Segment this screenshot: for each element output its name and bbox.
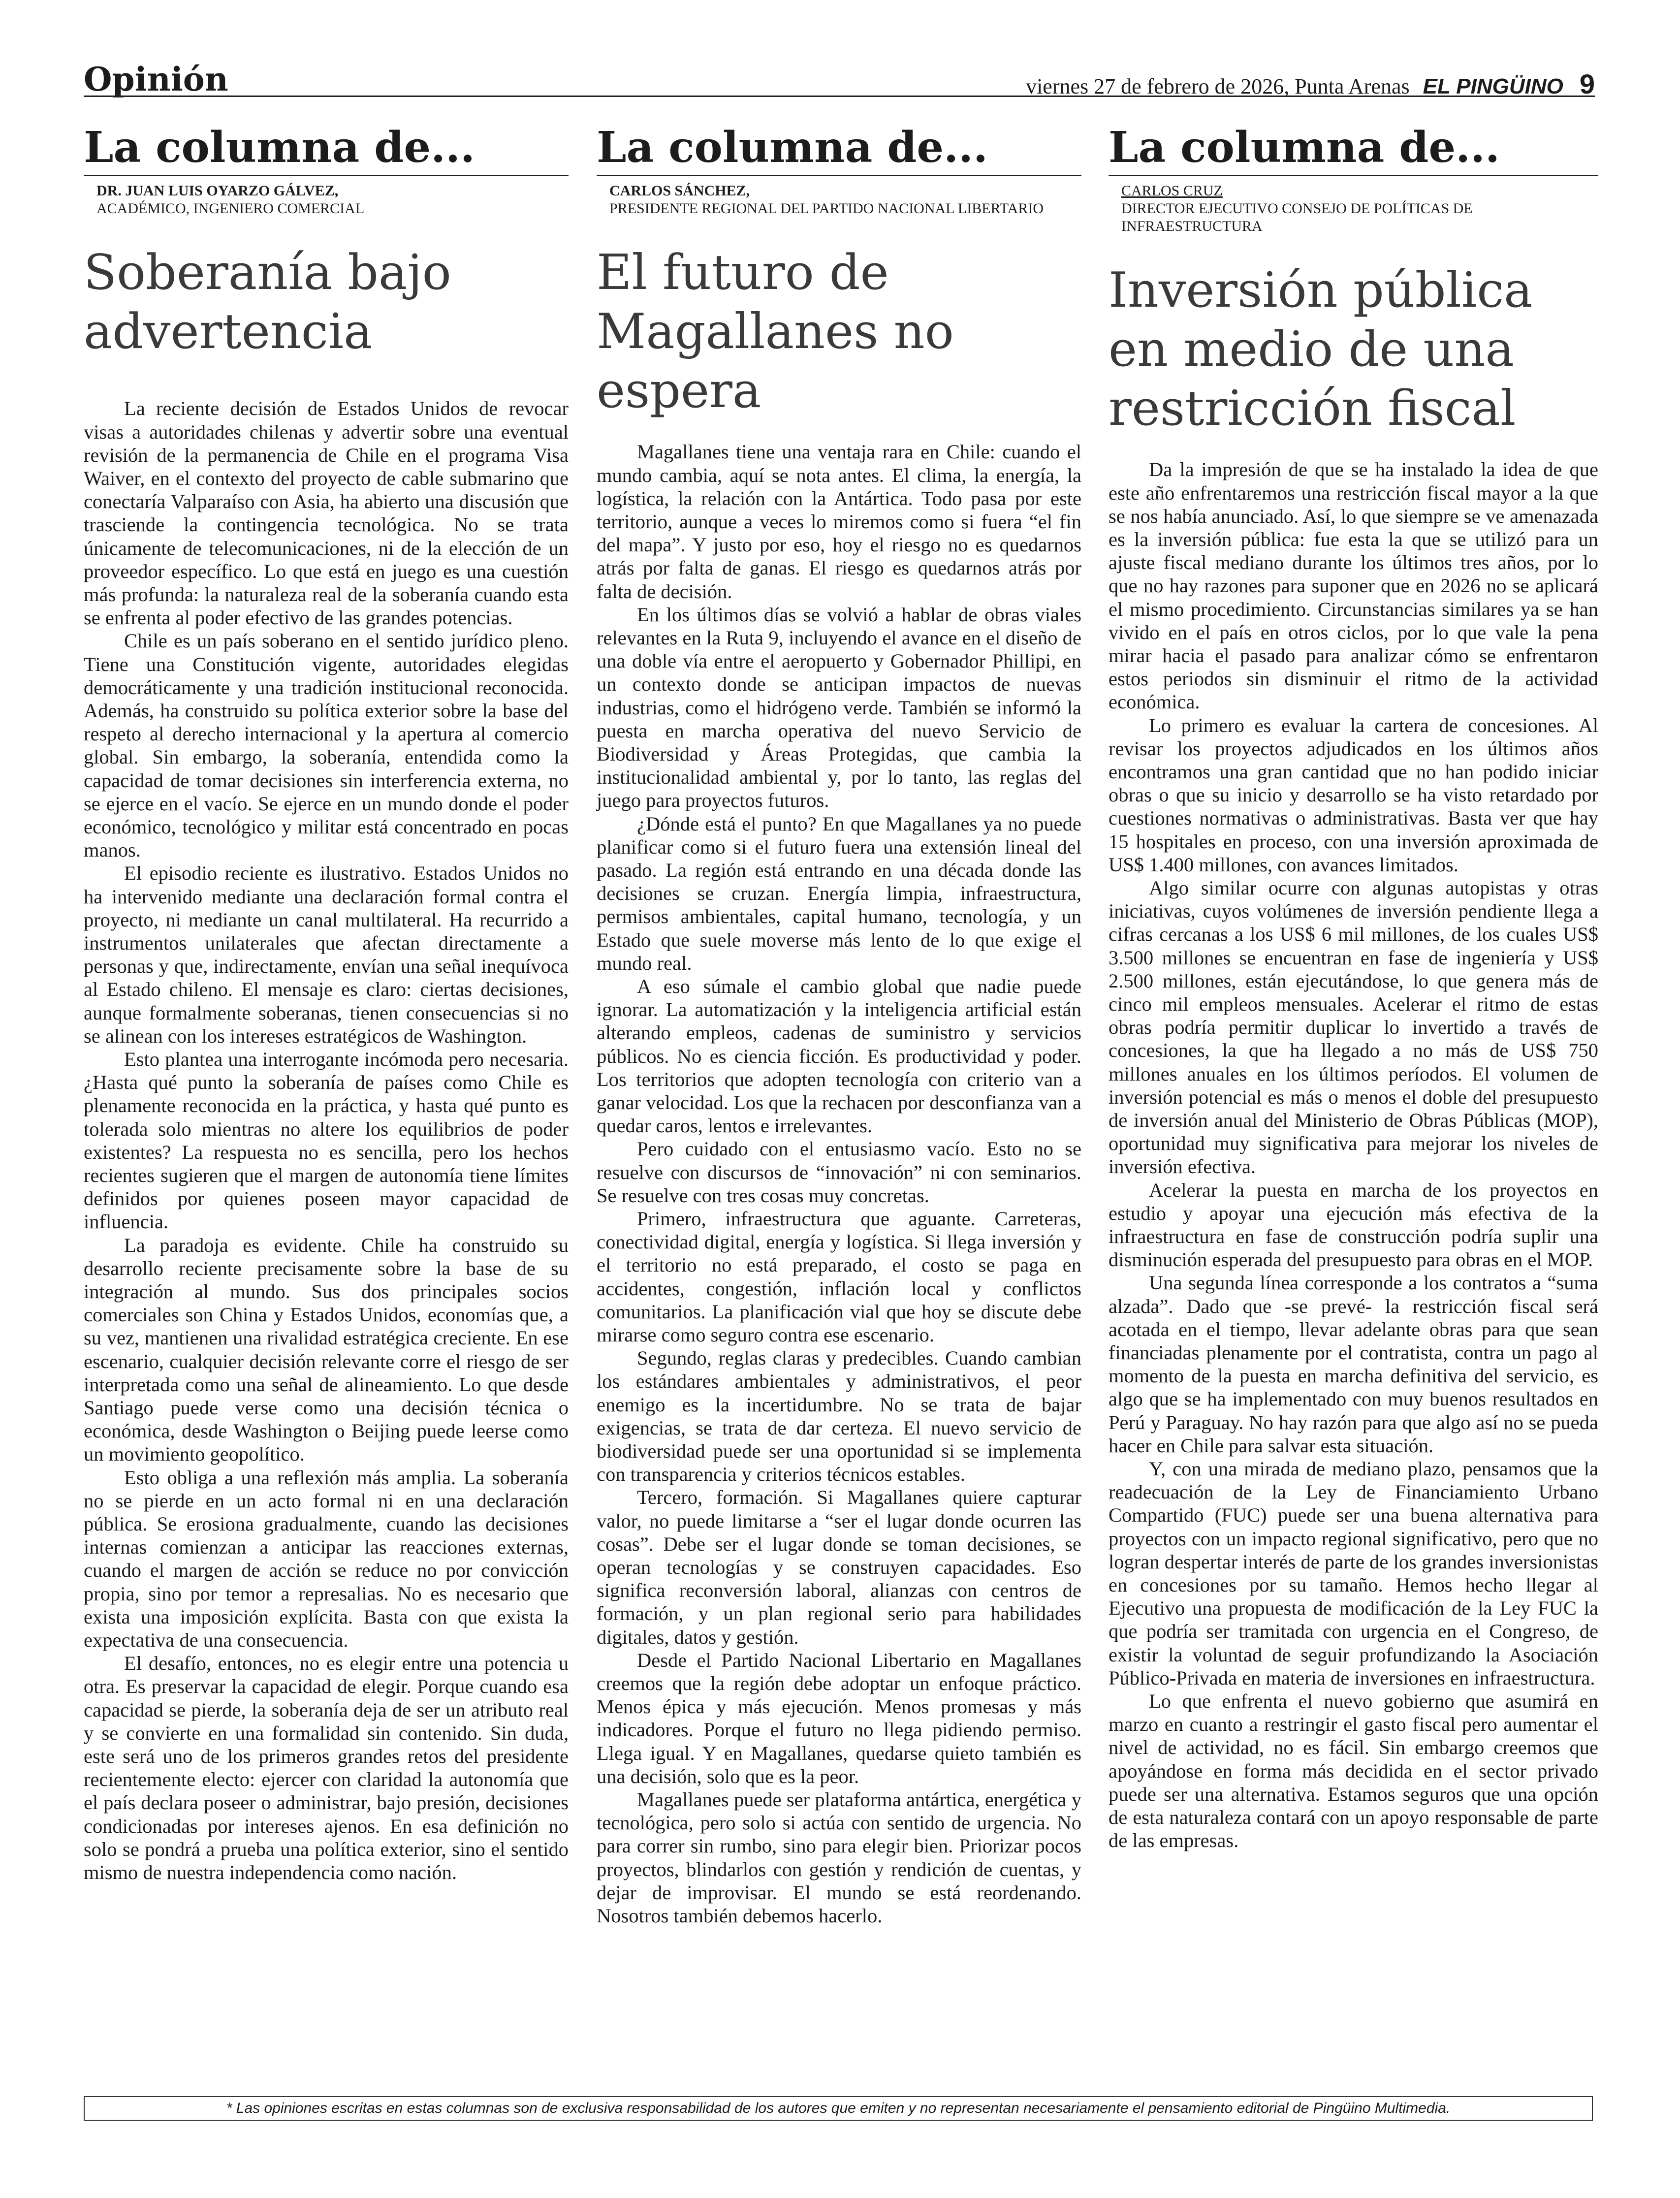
author-role: ACADÉMICO, INGENIERO COMERCIAL <box>96 200 365 217</box>
paragraph: En los últimos días se volvió a hablar de obras viales relevantes en la Ruta 9, incluyendo el avance en el diseño de una doble vía entre el aeropuerto y Gobernador Phillipi, en un contexto donde se anticipan impactos de nuevas industrias, como el hidrógeno verde. También se informó la puesta en marcha operativa del nuevo Servicio de Biodiversidad y Áreas Protegidas, que cambia la institucionalidad ambiental y, por lo tanto, las reglas del juego para proyectos futuros. <box>597 603 1081 812</box>
paragraph: La reciente decisión de Estados Unidos de revocar visas a autoridades chilenas y advertir sobre una eventual revisión de la permanencia de Chile en el programa Visa Waiver, en el contexto del proyecto de cable submarino que conectaría Valparaíso con Asia, ha abierto una discusión que trasciende la contingencia tecnológica. No se trata únicamente de telecomunicaciones, ni de la elección de un proveedor específico. Lo que está en juego es una cuestión más profunda: la naturaleza real de la soberanía cuando esta se enfrenta al poder efectivo de las grandes potencias. <box>84 397 569 629</box>
paragraph: Una segunda línea corresponde a los contratos a “suma alzada”. Dado que -se prevé- la restricción fiscal será acotada en el tiempo, llevar adelante obras para que sean financiadas plenamente por el contratista, contra un pago al momento de la puesta en marcha definitiva del servicio, es algo que se ha implementado con muy buenos resultados en Perú y Paraguay. No hay razón para que algo así no se pueda hacer en Chile para salvar esta situación. <box>1109 1272 1598 1457</box>
author-role: DIRECTOR EJECUTIVO CONSEJO DE POLÍTICAS DE INFRAESTRUCTURA <box>1121 200 1473 235</box>
paragraph: A eso súmale el cambio global que nadie puede ignorar. La automatización y la inteligencia artificial están alterando empleos, cadenas de suministro y servicios públicos. No es ciencia ficción. Es productividad y poder. Los territorios que adopten tecnología con criterio van a ganar velocidad. Los que la rechacen por desconfianza van a quedar caros, lentos e irrelevantes. <box>597 975 1081 1137</box>
author-name: CARLOS CRUZ <box>1121 183 1223 199</box>
author-name: DR. JUAN LUIS OYARZO GÁLVEZ, <box>96 183 339 199</box>
column-3 <box>1109 123 1598 1852</box>
paragraph: Magallanes puede ser plataforma antártica, energética y tecnológica, pero solo si actúa con sentido de urgencia. No para correr sin rumbo, sino para elegir bien. Priorizar pocos proyectos, blindarlos con gestión y rendición de cuentas, y dejar de improvisar. El mundo se está reordenando. Nosotros también debemos hacerlo. <box>597 1788 1081 1927</box>
paragraph: Y, con una mirada de mediano plazo, pensamos que la readecuación de la Ley de Financiamiento Urbano Compartido (FUC) puede ser una buena alternativa para proyectos con un impacto regional significativo, pero que no logran despertar interés de parte de los grandes inversionistas en concesiones por su tamaño. Hemos hecho llegar al Ejecutivo una propuesta de modificación de la Ley FUC la que podría ser tramitada con urgencia en el Congreso, de existir la voluntad de seguir profundizando la Asociación Público-Privada en materia de inversiones en infraestructura. <box>1109 1458 1598 1689</box>
paragraph: Algo similar ocurre con algunas autopistas y otras iniciativas, cuyos volúmenes de inversión pendiente llega a cifras cercanas a los US$ 6 mil millones, de los cuales US$ 3.500 millones se encuentran en fase de ingeniería y US$ 2.500 millones, están ejecutándose, lo que genera más de cinco mil empleos mensuales. Acelerar el ritmo de estas obras podría permitir duplicar lo invertido a través de concesiones, la que ha llegado a no más de US$ 750 millones anuales en los últimos períodos. El volumen de inversión potencial es más o menos el doble del presupuesto de inversión anual del Ministerio de Obras Públicas (MOP), oportunidad muy significativa para mejorar los niveles de inversión efectiva. <box>1109 876 1598 1178</box>
column-kicker: La columna de... <box>84 126 569 176</box>
section-title: Opinión <box>84 60 228 98</box>
paragraph: La paradoja es evidente. Chile ha construido su desarrollo reciente precisamente sobre la base de su integración al mundo. Sus dos principales socios comerciales son China y Estados Unidos, economías que, a su vez, mantienen una rivalidad estratégica creciente. En ese escenario, cualquier decisión relevante corre el riesgo de ser interpretada como una señal de alineamiento. Lo que desde Santiago puede verse como una decisión técnica o económica, desde Washington o Beijing puede leerse como un movimiento geopolítico. <box>84 1234 569 1465</box>
column-1 <box>84 123 569 1884</box>
article-headline: El futuro de Magallanes no espera <box>597 245 954 419</box>
paragraph: Esto obliga a una reflexión más amplia. La soberanía no se pierde en un acto formal ni en una declaración pública. Se erosiona gradualmente, cuando las decisiones internas comienzan a anticipar las reacciones externas, cuando el margen de acción se reduce no por convicción propia, sino por temor a represalias. No es necesario que exista una imposición explícita. Basta con que exista la expectativa de una consecuencia. <box>84 1466 569 1652</box>
author-name: CARLOS SÁNCHEZ, <box>609 183 750 199</box>
paragraph: Desde el Partido Nacional Libertario en Magallanes creemos que la región debe adoptar un enfoque práctico. Menos épica y más ejecución. Menos promesas y más indicadores. Porque el futuro no llega pidiendo permiso. Llega igual. Y en Magallanes, quedarse quieto también es una decisión, solo que es la peor. <box>597 1649 1081 1787</box>
column-kicker: La columna de... <box>597 126 1081 176</box>
paragraph: Acelerar la puesta en marcha de los proyectos en estudio y apoyar una ejecución más efectiva de la infraestructura en fase de construcción podría suplir una disminución esperada del presupuesto para obras en el MOP. <box>1109 1179 1598 1271</box>
paragraph: Pero cuidado con el entusiasmo vacío. Esto no se resuelve con discursos de “innovación” ni con seminarios. Se resuelve con tres cosas muy concretas. <box>597 1138 1081 1207</box>
paragraph: Lo que enfrenta el nuevo gobierno que asumirá en marzo en cuanto a restringir el gasto fiscal pero aumentar el nivel de actividad, no es fácil. Sin embargo creemos que apoyándose en forma más decidida en el sector privado puede ser una alternativa. Estamos seguros que una opción de esta naturaleza contará con un apoyo responsable de parte de las empresas. <box>1109 1690 1598 1852</box>
paragraph: El episodio reciente es ilustrativo. Estados Unidos no ha intervenido mediante una declaración formal contra el proyecto, ni mediante un canal multilateral. Ha recurrido a instrumentos unilaterales que afectan directamente a personas y que, indirectamente, envían una señal inequívoca al Estado chileno. El mensaje es claro: ciertas decisiones, aunque formalmente soberanas, tienen consecuencias si no se alinean con los intereses estratégicos de Washington. <box>84 862 569 1047</box>
author-role: PRESIDENTE REGIONAL DEL PARTIDO NACIONAL LIBERTARIO <box>609 200 1044 217</box>
paragraph: Chile es un país soberano en el sentido jurídico pleno. Tiene una Constitución vigente, autoridades elegidas democráticamente y una tradición institucional reconocida. Además, ha construido su política exterior sobre la base del respeto al derecho internacional y la apertura al comercio global. Sin embargo, la soberanía, entendida como la capacidad de tomar decisiones sin interferencia externa, no se ejerce en el vacío. Se ejerce en un mundo donde el poder económico, tecnológico y militar está concentrado en pocas manos. <box>84 630 569 861</box>
page-number: 9 <box>1579 68 1595 99</box>
article-body <box>1109 458 1598 1852</box>
paragraph: Magallanes tiene una ventaja rara en Chile: cuando el mundo cambia, aquí se nota antes. El clima, la energía, la logística, la relación con la Antártica. Todo pasa por este territorio, aunque a veces lo miremos como si fuera “el fin del mapa”. Y justo por eso, hoy el riesgo no es quedarnos atrás por falta de ganas. El riesgo es quedarnos atrás por falta de decisión. <box>597 441 1081 603</box>
paragraph: El desafío, entonces, no es elegir entre una potencia u otra. Es preservar la capacidad de elegir. Porque cuando esa capacidad se pierde, la soberanía deja de ser un atributo real y se convierte en una formalidad sin contenido. Sin duda, este será uno de los primeros grandes retos del presidente recientemente electo: ejercer con claridad la autonomía que el país declara poseer o administrar, bajo presión, decisiones condicionadas por intereses ajenos. En esa definición no solo se pondrá a prueba una política exterior, sino el sentido mismo de nuestra independencia como nación. <box>84 1652 569 1884</box>
article-body <box>84 397 569 1884</box>
paragraph: ¿Dónde está el punto? En que Magallanes ya no puede planificar como si el futuro fuera una extensión lineal del pasado. La región está entrando en una década donde las decisiones se cruzan. Energía limpia, infraestructura, permisos ambientales, capital humano, tecnología, y un Estado que suele moverse más lento de lo que exige el mundo real. <box>597 812 1081 974</box>
paragraph: Lo primero es evaluar la cartera de concesiones. Al revisar los proyectos adjudicados en los últimos años encontramos una gran cantidad que no han podido iniciar obras o que su inicio y desarrollo se ha visto retardado por cuestiones normativas o administrativas. Basta ver que hay 15 hospitales en proceso, con una inversión aproximada de US$ 1.400 millones, con avances limitados. <box>1109 714 1598 876</box>
paragraph: Primero, infraestructura que aguante. Carreteras, conectividad digital, energía y logística. Si llega inversión y el territorio no está preparado, el costo se paga en accidentes, congestión, inflación local y conflictos comunitarios. La planificación vial que hoy se discute debe mirarse como seguro contra ese escenario. <box>597 1208 1081 1346</box>
paragraph: Da la impresión de que se ha instalado la idea de que este año enfrentaremos una restricción fiscal mayor a la que se nos había anunciado. Así, lo que siempre se ve amenazada es la inversión pública: fue esta la que se utilizó para un ajuste fiscal mediano durante los últimos tres años, por lo que no hay razones para suponer que en 2026 no se aplicará el mismo procedimiento. Circunstancias similares ya se han vivido en el país en otros ciclos, por lo que vale la pena mirar hacia el pasado para analizar cómo se enfrentaron estos periodos sin disminuir el ritmo de la actividad económica. <box>1109 458 1598 713</box>
brand-logo: EL PINGÜINO <box>1423 74 1563 98</box>
header-rule <box>84 96 1595 97</box>
column-2 <box>597 123 1081 1927</box>
editorial-disclaimer: * Las opiniones escritas en estas columnas son de exclusiva responsabilidad de los autores que emiten y no representan necesariamente el pensamiento editorial de Pingüino Multimedia. <box>84 2096 1593 2121</box>
date-city: viernes 27 de febrero de 2026, Punta Arenas <box>1026 74 1410 98</box>
article-body <box>597 440 1081 1927</box>
paragraph: Segundo, reglas claras y predecibles. Cuando cambian los estándares ambientales y administrativos, el peor enemigo es la incertidumbre. No se trata de bajar exigencias, se trata de dar certeza. El nuevo servicio de biodiversidad puede ser una oportunidad si se implementa con transparencia y criterios técnicos estables. <box>597 1347 1081 1486</box>
page-header <box>84 58 1595 99</box>
article-headline: Inversión pública en medio de una restricción fiscal <box>1109 262 1533 437</box>
paragraph: Tercero, formación. Si Magallanes quiere capturar valor, no puede limitarse a “ser el lugar donde ocurren las cosas”. Debe ser el lugar donde se toman decisiones, se operan tecnologías y se construyen capacidades. Eso significa reconversión laboral, alianzas con centros de formación, y un plan regional serio para habilidades digitales, datos y gestión. <box>597 1486 1081 1648</box>
paragraph: Esto plantea una interrogante incómoda pero necesaria. ¿Hasta qué punto la soberanía de países como Chile es plenamente reconocida en la práctica, y hasta qué punto es tolerada solo mientras no altere los equilibrios de poder existentes? La respuesta no es sencilla, pero los hechos recientes sugieren que el margen de autonomía tiene límites definidos por quienes poseen mayor capacidad de influencia. <box>84 1048 569 1233</box>
article-headline: Soberanía bajo advertencia <box>84 245 451 360</box>
column-kicker: La columna de... <box>1109 126 1598 176</box>
